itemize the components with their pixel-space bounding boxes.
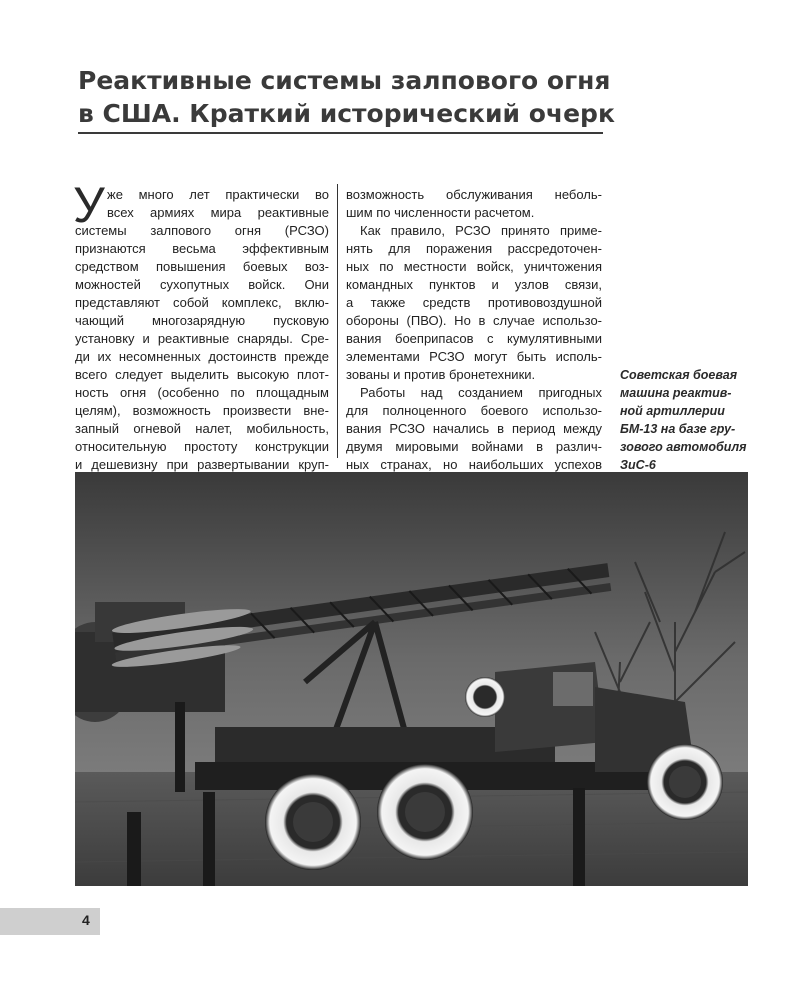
text-line: ность огня (особенно по площадным <box>75 385 329 400</box>
page-number: 4 <box>82 912 90 928</box>
text-line: командных пунктов и узлов связи, <box>346 277 602 292</box>
text-line: двумя мировыми войнами в различ- <box>346 439 602 454</box>
text-line: нять для поражения рассредоточен- <box>346 241 602 256</box>
text-line: шим по численности расчетом. <box>346 205 535 220</box>
caption-line: ной артиллерии <box>620 404 725 418</box>
text-line: Работы над созданием пригодных <box>360 385 602 400</box>
text-line: чающий многозарядную пусковую <box>75 313 329 328</box>
text-line: представляют собой комплекс, вклю- <box>75 295 329 310</box>
text-line: относительную простоту конструкции <box>75 439 329 454</box>
text-line: ных по местности войск, уничтожения <box>346 259 602 274</box>
first-paragraph <box>73 177 329 492</box>
title-line-1: Реактивные системы залпового огня <box>78 66 611 95</box>
text-column-2 <box>346 186 602 492</box>
page-title <box>78 64 615 130</box>
text-line: обороны (ПВО). Но в случае использо- <box>346 313 602 328</box>
title-underline <box>78 132 603 134</box>
text-line: элементами РСЗО могут быть исполь- <box>346 349 602 364</box>
caption-line: машина реактив- <box>620 386 732 400</box>
text-column-1 <box>73 177 329 492</box>
text-line: вания РСЗО начались в период между <box>346 421 602 436</box>
text-line: всего следует выделить высокую плот- <box>75 367 329 382</box>
text-line: для полноценного боевого использо- <box>346 403 602 418</box>
text-line: же много лет практически во <box>107 187 329 202</box>
text-line: зованы и против бронетехники. <box>346 367 536 382</box>
text-line: можностей сухопутных войск. Они <box>75 277 329 292</box>
drop-cap: У <box>73 177 105 233</box>
text-line: средством повышения боевых воз- <box>75 259 329 274</box>
caption-line: БМ-13 на базе гру- <box>620 422 736 436</box>
text-line: установку и реактивные снаряды. Сре- <box>75 331 329 346</box>
bm13-photo-illustration <box>75 472 748 886</box>
text-line: целям), возможность произвести вне- <box>75 403 329 418</box>
text-line: признаются весьма эффективным <box>75 241 329 256</box>
photo-caption <box>620 366 760 474</box>
caption-line: ЗиС-6 <box>620 458 656 472</box>
text-line: и дешевизну при развертывании круп- <box>75 457 329 472</box>
column-divider <box>337 184 338 458</box>
text-line: системы залпового огня (РСЗО) <box>75 223 329 238</box>
caption-line: зового автомобиля <box>620 440 747 454</box>
bm13-photo <box>75 472 748 886</box>
text-line: а также средств противовоздушной <box>346 295 602 310</box>
text-line: возможность обслуживания неболь- <box>346 187 602 202</box>
text-line: ди их несомненных достоинств прежде <box>75 349 329 364</box>
text-line: Как правило, РСЗО принято приме- <box>360 223 602 238</box>
text-line: всех армиях мира реактивные <box>107 205 329 220</box>
caption-line: Советская боевая <box>620 368 738 382</box>
text-line: ных странах, но наибольших успехов <box>346 457 602 472</box>
text-line: запный огневой налет, мобильность, <box>75 421 329 436</box>
title-line-2: в США. Краткий исторический очерк <box>78 99 615 128</box>
text-line: вания боеприпасов с кумулятивными <box>346 331 602 346</box>
